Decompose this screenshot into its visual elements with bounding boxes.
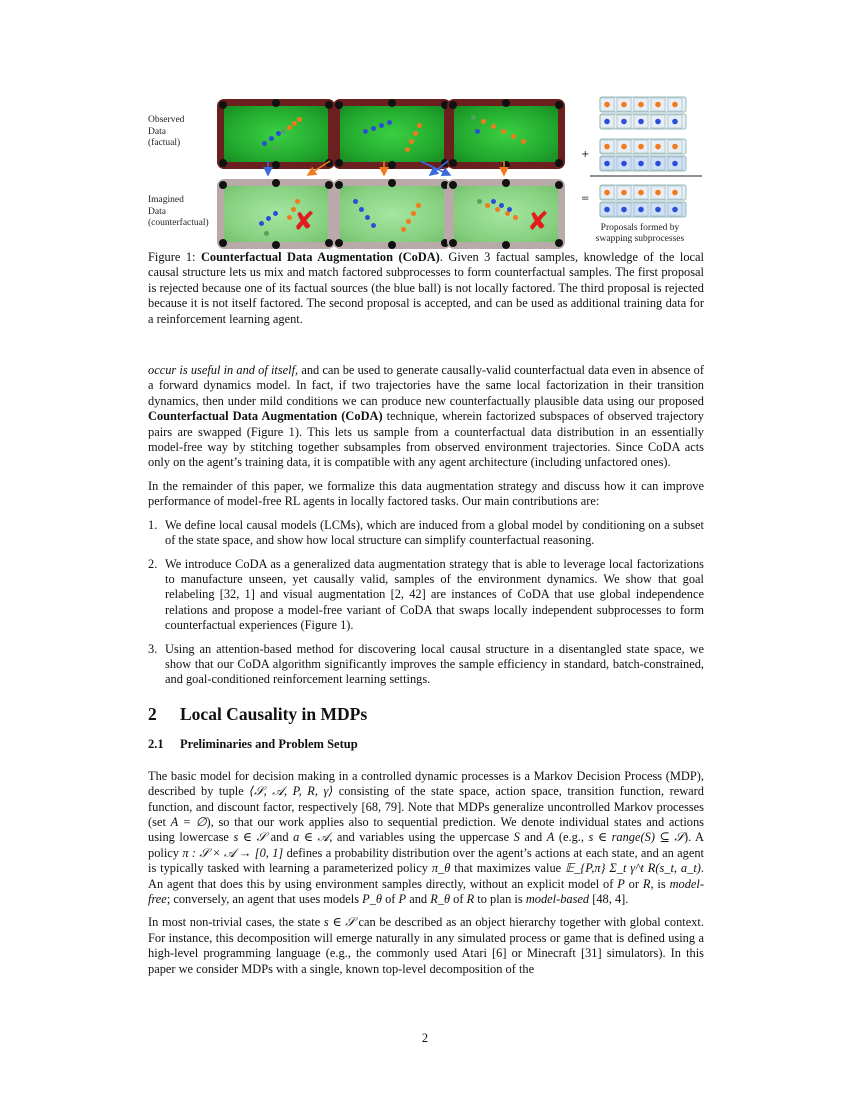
contributions-list <box>148 518 704 688</box>
proposal-dot <box>604 144 610 150</box>
proposal-dot <box>638 119 644 125</box>
list-item: 1. We define local causal models (LCMs), which are induced from a global model by conditioning on a subset of the state space, and show how local structure can simplify counterfactual reasoning. <box>148 517 704 548</box>
grid-3 <box>600 185 686 217</box>
preliminaries-paragraph: The basic model for decision making in a controlled dynamic processes is a Markov Decision Process (MDP), described by tuple ⟨𝒮, 𝒜, P, R, γ⟩ consisting of the state space, action space, transition function, reward function, and discount factor, respectively [68, 79]. Note that MDPs generalize uncontrolled Markov processes (set A = ∅), so that our work applies also to sequential prediction. We denote individual states and actions using lowercase s ∈ 𝒮 and a ∈ 𝒜, and variables using the uppercase S and A (e.g., s ∈ range(S) ⊆ 𝒮). A policy π : 𝒮 × 𝒜 → [0, 1] defines a probability distribution over the agent’s actions at each state, and an agent is typically tasked with learning a parameterized policy π_θ that maximizes value 𝔼_{P,π} Σ_t γ^t R(s_t, a_t). An agent that does this by using environment samples directly, without an explicit model of P or R, is model-free; conversely, an agent that uses models P_θ of P and R_θ of R to plan is model-based [48, 4]. <box>148 768 705 906</box>
imagined-data-label: Imagined Data (counterfactual) <box>148 195 209 228</box>
subsection-heading: 2.1 Preliminaries and Problem Setup <box>148 736 358 751</box>
imagined-table-3 <box>447 179 565 249</box>
object-hierarchy-paragraph: In most non-trivial cases, the state s ∈ 𝒮 can be described as an object hierarchy together with global context. For instance, this decomposition will emerge naturally in any simulated process or game that is defined using a high-level programming language (e.g., the commonly used Atari [6] or Minecraft [31] simulators). In this paper we consider MDPs with a single, known top-level decomposition of the <box>148 915 704 976</box>
proposal-dot <box>655 144 661 150</box>
equals-sign: = <box>581 193 590 204</box>
proposal-dot <box>672 161 678 167</box>
proposal-dot <box>604 119 610 125</box>
proposal-dot <box>621 102 627 108</box>
proposal-dot <box>621 161 627 167</box>
plus-sign: + <box>581 149 590 160</box>
imagined-table-1 <box>217 179 335 249</box>
proposal-dot <box>621 144 627 150</box>
imagined-table-2 <box>333 179 451 249</box>
proposal-dot <box>604 190 610 196</box>
proposal-dot <box>621 190 627 196</box>
page-body <box>148 95 704 985</box>
grid-2 <box>600 139 686 171</box>
proposal-dot <box>638 102 644 108</box>
proposals-caption: Proposals formed by swapping subprocesses <box>595 223 685 244</box>
proposal-dot <box>672 207 678 213</box>
page-number: 2 <box>421 1031 429 1045</box>
proposal-dot <box>638 144 644 150</box>
intro-paragraph: occur is useful in and of itself, and can be used to generate causally-valid counterfactual data even in absence of a forward dynamics model. In fact, if two trajectories have the same local factorization in their transition dynamics, then under mild conditions we can produce new counterfactually plausible data using our proposed Counterfactual Data Augmentation (CoDA) technique, wherein factorized subspaces of observed trajectory pairs are swapped (Figure 1). This lets us sample from a counterfactual data distribution in an essentially model-free way by stitching together subsamples from observed environment trajectories. Since CoDA acts only on the agent’s training data, it is compatible with any agent architecture (including unfactored ones). <box>148 363 704 470</box>
proposal-dot <box>621 119 627 125</box>
proposal-dot <box>672 119 678 125</box>
proposal-dot <box>655 207 661 213</box>
list-item: 3. Using an attention-based method for discovering local causal structure in a disentangled state space, we show that our CoDA algorithm significantly improves the sample efficiency in standard, batch-constrained, and goal-conditioned reinforcement learning settings. <box>148 641 704 687</box>
proposal-dot <box>655 161 661 167</box>
proposal-dot <box>621 207 627 213</box>
reject-mark-3: ✘ <box>527 207 549 237</box>
proposal-dot <box>638 161 644 167</box>
contributions-intro: In the remainder of this paper, we formalize this data augmentation strategy and discuss how it can improve performance of model-free RL agents in locally factored tasks. Our main contributions are: <box>148 478 704 509</box>
figure-1 <box>148 95 704 250</box>
proposal-dot <box>604 207 610 213</box>
proposal-dot <box>655 190 661 196</box>
proposal-dot <box>655 102 661 108</box>
figure-caption: Figure 1: Counterfactual Data Augmentation (CoDA). Given 3 factual samples, knowledge of the local causal structure lets us mix and match factored subprocesses to form counterfactual samples. The first proposal is rejected because one of its factual sources (the blue ball) is not locally factored. The third proposal is rejected because it is not itself factored. The second proposal is accepted, and can be used as additional training data for a reinforcement learning agent. <box>148 250 704 326</box>
proposal-dot <box>655 119 661 125</box>
observed-data-label: Observed Data (factual) <box>148 115 185 148</box>
list-item: 2. We introduce CoDA as a generalized data augmentation strategy that is able to leverage local factorizations to manufacture unseen, yet causally valid, samples of the environment dynamics. We show that goal relabeling [32, 1] and visual augmentation [2, 42] are instances of CoDA that use global independence relations and propose a model-free variant of CoDA that swaps locally independent subprocesses to form counterfactual experiences (Figure 1). <box>148 556 704 633</box>
proposal-dot <box>604 161 610 167</box>
grid-1 <box>600 97 686 129</box>
section-heading: 2 Local Causality in MDPs <box>148 703 368 724</box>
proposal-dot <box>638 190 644 196</box>
proposal-dot <box>604 102 610 108</box>
proposal-dot <box>638 207 644 213</box>
proposal-grids <box>590 95 702 223</box>
reject-mark-1: ✘ <box>293 207 315 237</box>
proposal-dot <box>672 190 678 196</box>
swap-arrows <box>148 95 588 185</box>
proposal-dot <box>672 144 678 150</box>
proposal-dot <box>672 102 678 108</box>
